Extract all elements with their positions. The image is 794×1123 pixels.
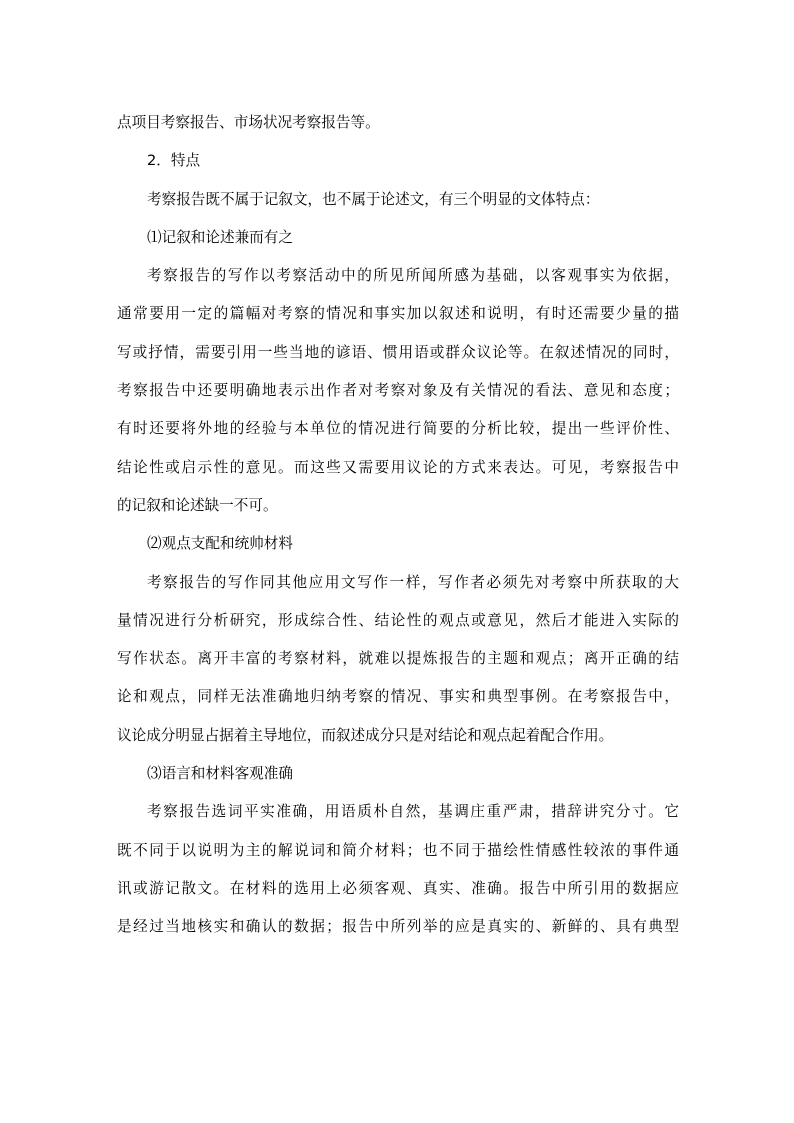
- section-heading: ⑵观点支配和统帅材料: [147, 535, 293, 553]
- paragraph-line: 有时还要将外地的经验与本单位的情况进行简要的分析比较，提出一些评价性、: [117, 420, 679, 438]
- paragraph-line: 考察报告选词平实准确，用语质朴自然，基调庄重严肃，措辞讲究分寸。它: [147, 803, 679, 821]
- paragraph-line: 议论成分明显占据着主导地位，而叙述成分只是对结论和观点起着配合作用。: [117, 726, 614, 744]
- section-heading: 2．特点: [147, 152, 201, 170]
- paragraph-line: 是经过当地核实和确认的数据；报告中所列举的应是真实的、新鲜的、具有典型: [117, 918, 679, 936]
- paragraph-line: 写或抒情，需要引用一些当地的谚语、惯用语或群众议论等。在叙述情况的同时，: [117, 343, 679, 361]
- paragraph-line: 论和观点，同样无法准确地归纳考察的情况、事实和典型事例。在考察报告中，: [117, 688, 679, 706]
- paragraph-line: 考察报告的写作同其他应用文写作一样，写作者必须先对考察中所获取的大: [147, 573, 679, 591]
- paragraph-line: 量情况进行分析研究，形成综合性、结论性的观点或意见，然后才能进入实际的: [117, 611, 679, 629]
- document-body: [117, 104, 679, 947]
- paragraph-line: 通常要用一定的篇幅对考察的情况和事实加以叙述和说明，有时还需要少量的描: [117, 305, 679, 323]
- paragraph-line: 考察报告的写作以考察活动中的所见所闻所感为基础，以客观事实为依据，: [147, 267, 679, 285]
- paragraph-line: 考察报告中还要明确地表示出作者对考察对象及有关情况的看法、意见和态度；: [117, 382, 679, 400]
- paragraph-line: 写作状态。离开丰富的考察材料，就难以提炼报告的主题和观点；离开正确的结: [117, 650, 679, 668]
- paragraph-line: 点项目考察报告、市场状况考察报告等。: [117, 114, 380, 131]
- paragraph-line: 结论性或启示性的意见。而这些又需要用议论的方式来表达。可见，考察报告中: [117, 458, 679, 476]
- section-heading: ⑶语言和材料客观准确: [147, 765, 293, 783]
- section-heading: ⑴记叙和论述兼而有之: [147, 228, 293, 246]
- paragraph-line: 讯或游记散文。在材料的选用上必须客观、真实、准确。报告中所引用的数据应: [117, 879, 679, 897]
- paragraph-line: 的记叙和论述缺一不可。: [117, 496, 278, 514]
- paragraph-line: 既不同于以说明为主的解说词和简介材料；也不同于描绘性情感性较浓的事件通: [117, 841, 679, 859]
- paragraph-line: 考察报告既不属于记叙文，也不属于论述文，有三个明显的文体特点：: [147, 190, 600, 208]
